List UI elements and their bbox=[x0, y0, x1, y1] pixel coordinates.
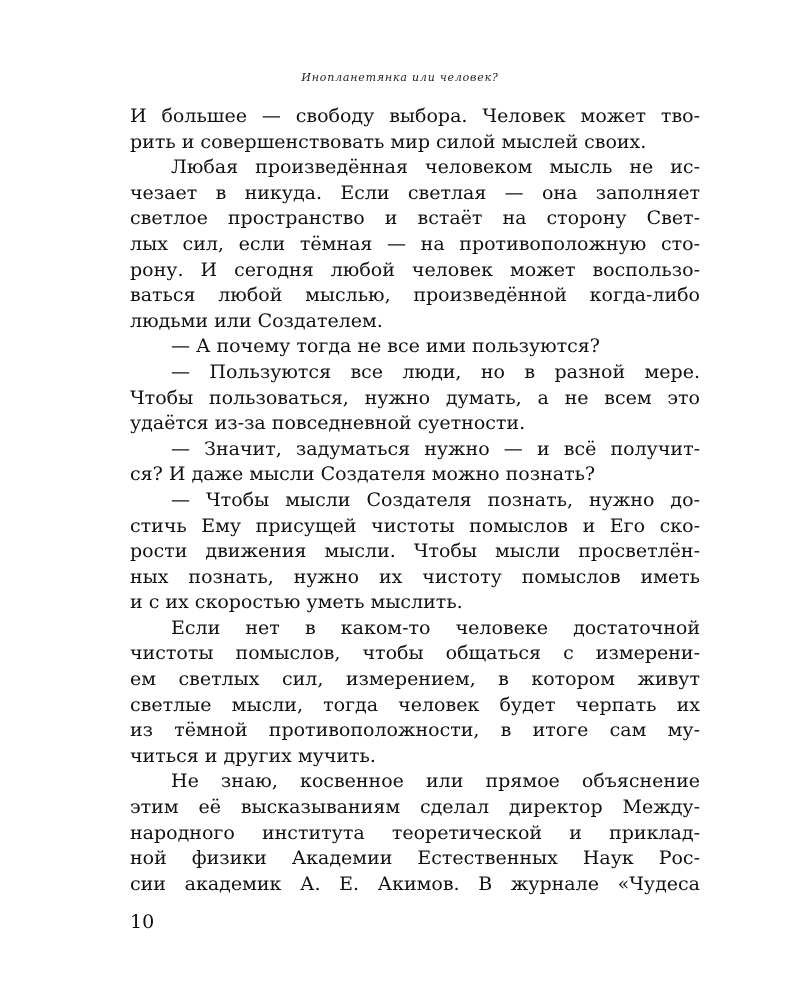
text-line-16: — Чтобы мысли Создателя познать, нужно до- bbox=[171, 488, 700, 511]
text-line-29: народного института теоретической и приклад- bbox=[130, 821, 700, 844]
text-line-30: ной физики Академии Естественных Наук Рос- bbox=[130, 847, 700, 870]
text-line-25: из тёмной противоположности, в итоге сам му- bbox=[130, 719, 700, 742]
text-line-1: И большее — свободу выбора. Человек может тво- bbox=[130, 105, 700, 127]
text-line-24: светлые мысли, тогда человек будет черпать их bbox=[130, 693, 700, 716]
text-line-5: светлое пространство и встаёт на сторону Свет- bbox=[130, 207, 700, 230]
text-line-19: ных познать, нужно их чистоту помыслов иметь bbox=[130, 565, 700, 588]
page-number: 10 bbox=[130, 911, 155, 933]
text-line-12: Чтобы пользоваться, нужно думать, а не всем это bbox=[130, 386, 700, 409]
body-text bbox=[130, 104, 700, 897]
text-line-8: ваться любой мыслью, произведённой когда-либо bbox=[130, 284, 700, 307]
text-line-4: чезает в никуда. Если светлая — она заполняет bbox=[130, 181, 700, 204]
text-line-13: удаётся из-за повседневной суетности. bbox=[130, 412, 526, 435]
text-line-17: стичь Ему присущей чистоты помыслов и Его ско- bbox=[130, 514, 700, 537]
text-line-21: Если нет в каком-то человеке достаточной bbox=[171, 616, 700, 639]
text-line-22: чистоты помыслов, чтобы общаться с измерени- bbox=[130, 642, 700, 665]
text-line-7: рону. И сегодня любой человек может воспользо- bbox=[130, 258, 700, 281]
text-line-10: — А почему тогда не все ими пользуются? bbox=[171, 335, 600, 358]
text-line-31: сии академик А. Е. Акимов. В журнале «Чудеса bbox=[130, 872, 700, 895]
text-line-2: рить и совершенствовать мир силой мыслей своих. bbox=[130, 130, 647, 153]
text-line-6: лых сил, если тёмная — на противоположную сто- bbox=[130, 232, 700, 255]
text-line-11: — Пользуются все люди, но в разной мере. bbox=[171, 360, 700, 383]
text-line-23: ем светлых сил, измерением, в котором живут bbox=[130, 668, 700, 691]
text-line-27: Не знаю, косвенное или прямое объяснение bbox=[171, 770, 700, 793]
text-line-3: Любая произведённая человеком мысль не ис- bbox=[171, 156, 700, 179]
text-line-18: рости движения мысли. Чтобы мысли просветлён- bbox=[130, 540, 700, 563]
text-line-26: читься и других мучить. bbox=[130, 744, 376, 767]
text-line-15: ся? И даже мысли Создателя можно познать? bbox=[130, 463, 596, 486]
text-line-20: и с их скоростью уметь мыслить. bbox=[130, 591, 463, 614]
text-line-9: людьми или Создателем. bbox=[130, 309, 383, 332]
text-line-28: этим её высказываниям сделал директор Между- bbox=[130, 796, 700, 819]
text-line-14: — Значит, задуматься нужно — и всё получит- bbox=[171, 437, 700, 460]
running-header: Инопланетянка или человек? bbox=[301, 71, 499, 84]
